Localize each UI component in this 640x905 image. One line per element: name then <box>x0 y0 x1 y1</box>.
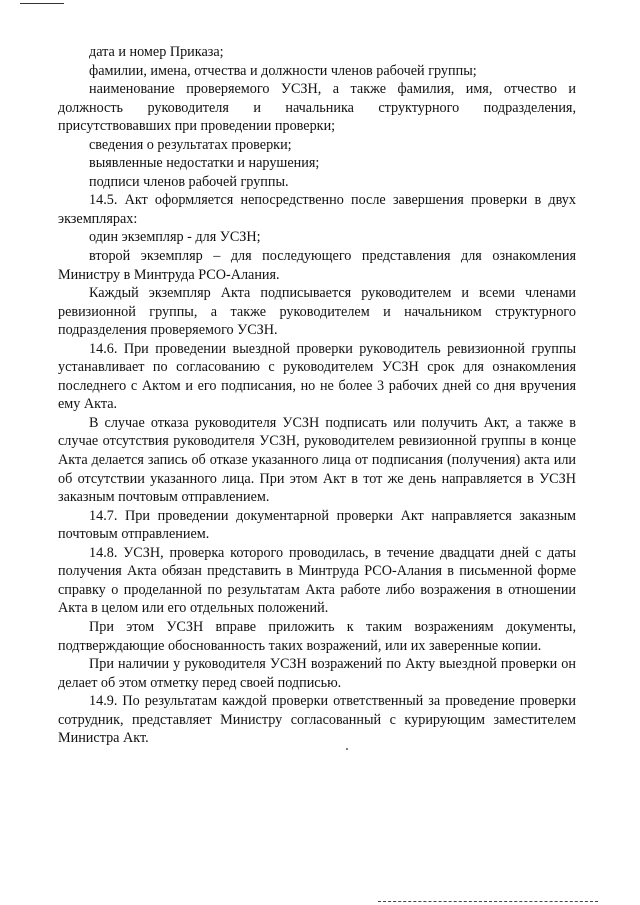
paragraph: фамилии, имена, отчества и должности членов рабочей группы; <box>89 62 477 79</box>
paragraph: 14.5. Акт оформляется непосредственно после завершения проверки в двух экземплярах: <box>58 192 576 227</box>
paragraph: Каждый экземпляр Акта подписывается руководителем и всеми членами ревизионной группы, а также руководителем и начальником структурного подразделения проверяемого УСЗН. <box>58 285 576 339</box>
paragraph: 14.7. При проведении документарной проверки Акт направляется заказным почтовым отправлением. <box>58 507 576 543</box>
document-body <box>58 43 576 748</box>
paragraph: В случае отказа руководителя УСЗН подписать или получить Акт, а также в случае отсутствия руководителя УСЗН, руководителем ревизионной группы в конце Акта делается запись об отказе указанного лица от подписания (получения) акта или об отсутствии указанного лица. При этом Акт в тот же день направляется в УСЗН заказным почтовым отправлением. <box>58 414 576 506</box>
paragraph: 14.6. При проведении выездной проверки руководитель ревизионной группы устанавливает по согласованию с руководителем УСЗН срок для ознакомления последнего с Актом и его подписания, но не более 3 рабочих дней со дня вручения ему Акта. <box>58 340 576 413</box>
paragraph: дата и номер Приказа; <box>89 44 224 60</box>
top-separator-line <box>20 3 64 4</box>
paragraph: выявленные недостатки и нарушения; <box>89 155 320 172</box>
bottom-separator-line <box>378 901 598 902</box>
paragraph: наименование проверяемого УСЗН, а также фамилия, имя, отчество и должность руководителя и начальника структурного подразделения, присутствовавших при проведении проверки; <box>58 81 576 135</box>
paragraph: подписи членов рабочей группы. <box>89 173 289 190</box>
paragraph: один экземпляр - для УСЗН; <box>89 229 261 246</box>
paragraph: 14.8. УСЗН, проверка которого проводилась, в течение двадцати дней с даты получения Акта обязан представить в Минтруда РСО-Алания в письменной форме справку о проделанной по результатам Акта работе либо возражения в отношении Акта в целом или его отдельных положений. <box>58 544 576 617</box>
paragraph: При этом УСЗН вправе приложить к таким возражениям документы, подтверждающие обоснованность таких возражений, или их заверенные копии. <box>58 618 576 654</box>
paragraph: сведения о результатах проверки; <box>89 136 292 153</box>
scan-speck <box>346 748 348 750</box>
paragraph: При наличии у руководителя УСЗН возражений по Акту выездной проверки он делает об этом отметку перед своей подписью. <box>58 656 576 691</box>
paragraph: второй экземпляр – для последующего представления для ознакомления Министру в Минтруда РСО-Алания. <box>58 248 576 283</box>
paragraph: 14.9. По результатам каждой проверки ответственный за проведение проверки сотрудник, представляет Министру согласованный с курирующим заместителем Министра Акт. <box>58 693 576 747</box>
